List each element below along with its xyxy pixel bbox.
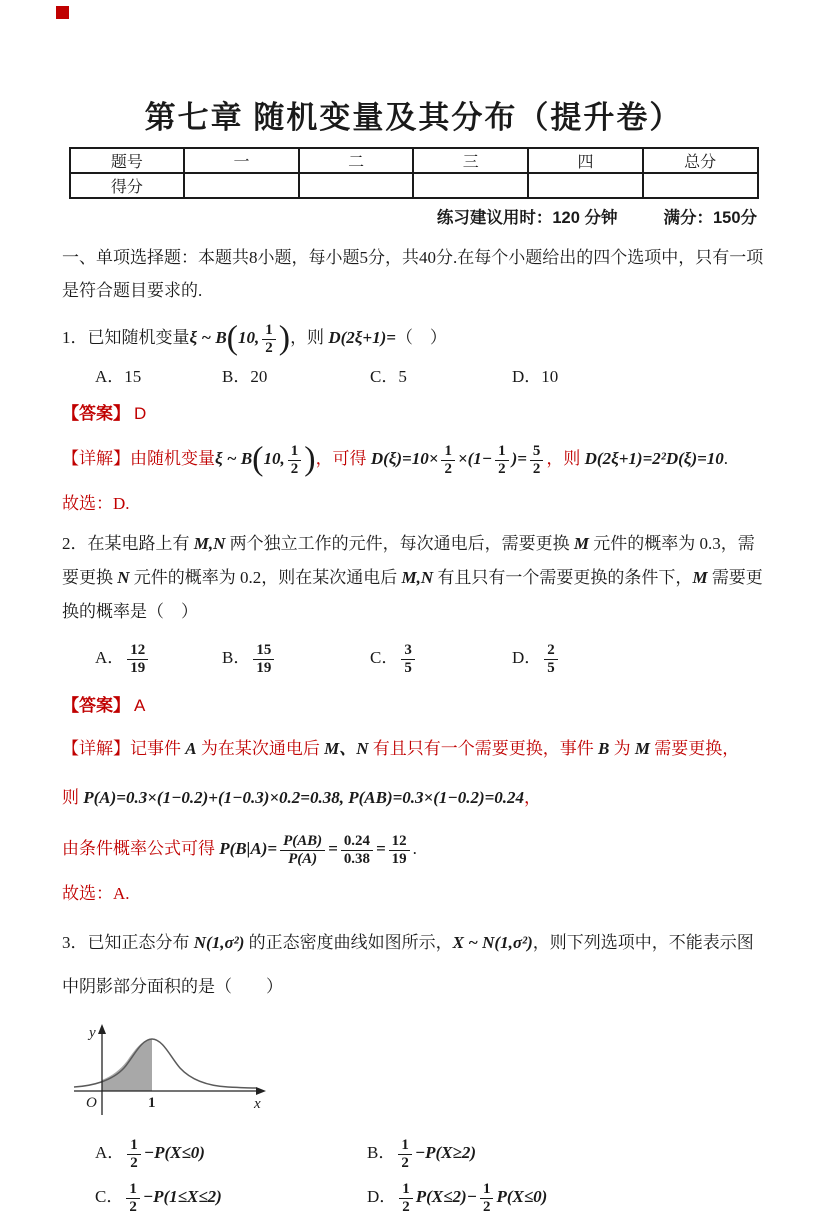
fraction-denominator: 2 [532, 460, 541, 477]
text-run: 两个独立工作的元件，每次通电后，需要更换 [225, 534, 574, 553]
question-3-stem [62, 921, 767, 1009]
math-run: = [375, 839, 386, 858]
corner-marker [56, 6, 69, 19]
fraction-denominator: 19 [130, 659, 146, 676]
q3-options-row-2 [95, 1175, 767, 1219]
fraction [401, 642, 414, 676]
text-run: 元件的概率为 0.2，则在某次通电后 [129, 568, 402, 587]
text-run: D． [367, 1187, 397, 1206]
text-run: C． [95, 1187, 124, 1206]
text-run: B． [222, 648, 251, 667]
text-run: 为在某次通电后 [196, 739, 325, 758]
fraction [126, 1181, 139, 1215]
question-2-conclusion: 故选：A. [62, 884, 130, 903]
fraction-denominator: 2 [401, 1154, 409, 1171]
text-run: 【详解】记事件 [62, 739, 186, 758]
text-run: D． [512, 648, 542, 667]
content [0, 241, 827, 1219]
math-run: ξ ~ B [189, 328, 227, 347]
fraction-numerator: 12 [127, 642, 148, 659]
big-paren: ( [252, 440, 264, 478]
header-cell-1: 一 [184, 148, 299, 173]
header-cell-2: 二 [299, 148, 414, 173]
text-run: 有且只有一个需要更换，事件 [368, 739, 598, 758]
fraction [341, 833, 373, 867]
text-run: 为 [609, 739, 635, 758]
fraction-numerator: 0.24 [341, 833, 373, 850]
question-2-stem [62, 527, 767, 629]
fraction-numerator: P(AB) [280, 833, 325, 850]
origin-label: O [86, 1095, 97, 1111]
fraction-numerator: 1 [495, 443, 508, 460]
score-cell [299, 173, 414, 198]
fraction-numerator: 1 [126, 1181, 139, 1198]
math-run: M [573, 534, 590, 553]
fraction-denominator: 5 [404, 659, 412, 676]
text-run: ， [524, 788, 542, 807]
question-2-detail-2 [62, 780, 767, 816]
fraction [398, 1137, 411, 1171]
answer-label: 【答案】 [62, 404, 130, 423]
question-2-detail-1 [62, 731, 767, 767]
big-paren: ) [278, 319, 291, 357]
math-run: D(ξ)=10× [370, 449, 439, 468]
text-run: B． [367, 1143, 396, 1162]
text-run: . [412, 839, 417, 858]
fraction-denominator: 2 [265, 339, 273, 356]
fraction-numerator: 1 [288, 443, 301, 460]
fraction-denominator: 0.38 [343, 850, 370, 867]
question-1-detail [62, 435, 767, 483]
math-run: M [692, 568, 708, 587]
question-2-options [62, 635, 767, 681]
math-run: M,N [193, 534, 226, 553]
q3-options-row-1 [95, 1131, 767, 1175]
q3-option-c [95, 1175, 367, 1219]
score-table-header-row [70, 148, 758, 173]
q2-option-c [370, 635, 512, 681]
y-axis-arrow [98, 1024, 106, 1034]
text-run: . [723, 449, 729, 468]
math-run: P(B|A)= [219, 839, 278, 858]
fraction-denominator: 5 [547, 659, 555, 676]
math-run: N(1,σ²) [193, 933, 245, 952]
math-run: D(2ξ+1)=2²D(ξ)=10 [584, 449, 724, 468]
y-axis-label: y [89, 1025, 96, 1041]
header-cell-4: 四 [528, 148, 643, 173]
q3-option-a [95, 1131, 367, 1175]
text-run: （ ） [395, 328, 447, 347]
fraction [288, 443, 301, 477]
text-run: 3．已知正态分布 [62, 933, 194, 952]
big-paren: ) [304, 440, 316, 478]
text-run: 则 [62, 788, 84, 807]
math-run: )= [511, 449, 527, 468]
fraction-numerator: 2 [544, 642, 557, 659]
fraction [441, 443, 454, 477]
fraction-numerator: 1 [480, 1181, 493, 1198]
text-run: 有且只有一个需要更换的条件下， [433, 568, 693, 587]
question-2-detail-3 [62, 825, 767, 873]
text-run: A． [95, 648, 125, 667]
math-run: P(X≤0) [496, 1187, 548, 1206]
q1-option-a: A．15 [95, 367, 142, 386]
question-1-options [62, 365, 767, 389]
question-3-options [62, 1131, 767, 1219]
full-score: 满分：150分 [663, 209, 757, 227]
score-row-label: 得分 [70, 173, 185, 198]
fraction-numerator: 1 [262, 322, 275, 339]
text-run: 2．在某电路上有 [62, 534, 194, 553]
score-table-score-row [70, 173, 758, 198]
x-axis-arrow [256, 1087, 266, 1095]
fraction-denominator: 2 [130, 1154, 138, 1171]
math-run: A [185, 739, 197, 758]
answer-letter: D [134, 404, 147, 423]
math-run: B [598, 739, 610, 758]
score-cell [184, 173, 299, 198]
question-1-stem [62, 315, 767, 361]
x-tick-1: 1 [148, 1095, 156, 1111]
text-run: ，则下列选项中，不能表示图中阴影部分面积的是（ ） [62, 933, 754, 996]
answer-letter: A [134, 696, 146, 715]
math-run: −P(X≥2) [414, 1143, 477, 1162]
suggested-time: 练习建议用时：120 分钟 [436, 209, 618, 227]
text-run: 由条件概率公式可得 [62, 839, 220, 858]
x-axis-label: x [254, 1096, 261, 1112]
score-cell [643, 173, 758, 198]
fraction [280, 833, 325, 867]
text-run: A． [95, 1143, 125, 1162]
text-run: 需要更换， [649, 739, 740, 758]
math-run: M [634, 739, 650, 758]
section-one-intro: 一、单项选择题：本题共8小题，每小题5分，共40分.在每个小题给出的四个选项中，只有一项是符合题目要求的. [62, 248, 764, 300]
q1-option-d: D．10 [512, 367, 559, 386]
math-run: M、N [324, 739, 369, 758]
math-run: D(2ξ+1)= [328, 328, 396, 347]
math-run: M,N [401, 568, 434, 587]
answer-label: 【答案】 [62, 696, 130, 715]
score-cell [413, 173, 528, 198]
fraction [544, 642, 557, 676]
score-table [69, 147, 759, 199]
fraction-denominator: 2 [482, 1198, 491, 1215]
fraction-denominator: P(A) [288, 850, 318, 867]
text-run: 1．已知随机变量 [62, 328, 190, 347]
page-title: 第七章 随机变量及其分布（提升卷） [144, 100, 683, 135]
fraction-denominator: 19 [391, 850, 407, 867]
fraction-numerator: 1 [398, 1137, 411, 1154]
density-curve [74, 1039, 256, 1088]
fraction-numerator: 5 [530, 443, 543, 460]
fraction-denominator: 2 [129, 1198, 137, 1215]
fraction [530, 443, 543, 477]
math-run: −P(1≤X≤2) [142, 1187, 222, 1206]
fraction [399, 1181, 412, 1215]
meta-line [0, 204, 827, 228]
text-run: 元件的概率为 0.3，需要更换 [62, 534, 755, 587]
fraction [127, 642, 148, 676]
math-run: P(A)=0.3×(1−0.2)+(1−0.3)×0.2=0.38, P(AB)=0.3×(1−0.2)=0.24 [83, 788, 525, 807]
q3-option-d [367, 1175, 547, 1219]
normal-distribution-figure [70, 1023, 270, 1118]
fraction [262, 322, 275, 356]
question-1-answer [62, 402, 767, 426]
fraction [127, 1137, 140, 1171]
math-run: N [117, 568, 130, 587]
text-run: 的正态密度曲线如图所示， [244, 933, 453, 952]
text-run: ，可得 [315, 449, 371, 468]
question-2-answer [62, 694, 767, 718]
fraction-denominator: 2 [290, 460, 299, 477]
text-run: ，则 [290, 328, 329, 347]
math-run: = [328, 839, 338, 858]
q2-option-b [222, 635, 370, 681]
text-run: 需要更换的概率是（ ） [62, 568, 763, 621]
q1-option-b: B．20 [222, 367, 268, 386]
fraction-numerator: 1 [441, 443, 454, 460]
header-cell-3: 三 [413, 148, 528, 173]
fraction-denominator: 19 [256, 659, 272, 676]
score-cell [528, 173, 643, 198]
q2-option-a [95, 635, 222, 681]
q1-option-c: C．5 [370, 367, 407, 386]
question-1-conclusion: 故选：D. [62, 494, 130, 513]
fraction-numerator: 3 [401, 642, 414, 659]
header-cell-tihao: 题号 [70, 148, 185, 173]
math-run: 10, [263, 449, 285, 468]
fraction [253, 642, 274, 676]
math-run: ×(1− [457, 449, 493, 468]
fraction [389, 833, 410, 867]
q3-option-b [367, 1131, 476, 1175]
fraction [480, 1181, 493, 1215]
fraction-numerator: 1 [127, 1137, 140, 1154]
fraction-denominator: 2 [402, 1198, 410, 1215]
fraction-numerator: 15 [253, 642, 274, 659]
math-run: X ~ N(1,σ²) [452, 933, 533, 952]
header-cell-total: 总分 [643, 148, 758, 173]
math-run: ξ ~ B [215, 449, 253, 468]
text-run: ，则 [546, 449, 585, 468]
big-paren: ( [226, 319, 238, 357]
fraction-denominator: 2 [498, 460, 506, 477]
fraction-numerator: 12 [389, 833, 410, 850]
math-run: −P(X≤0) [143, 1143, 205, 1162]
text-run: C． [370, 648, 399, 667]
fraction-numerator: 1 [399, 1181, 412, 1198]
text-run: 【详解】由随机变量 [62, 449, 215, 468]
fraction-denominator: 2 [444, 460, 452, 477]
fraction [495, 443, 508, 477]
q2-option-d [512, 635, 561, 681]
math-run: P(X≤2)− [415, 1187, 477, 1206]
math-run: 10, [238, 328, 260, 347]
